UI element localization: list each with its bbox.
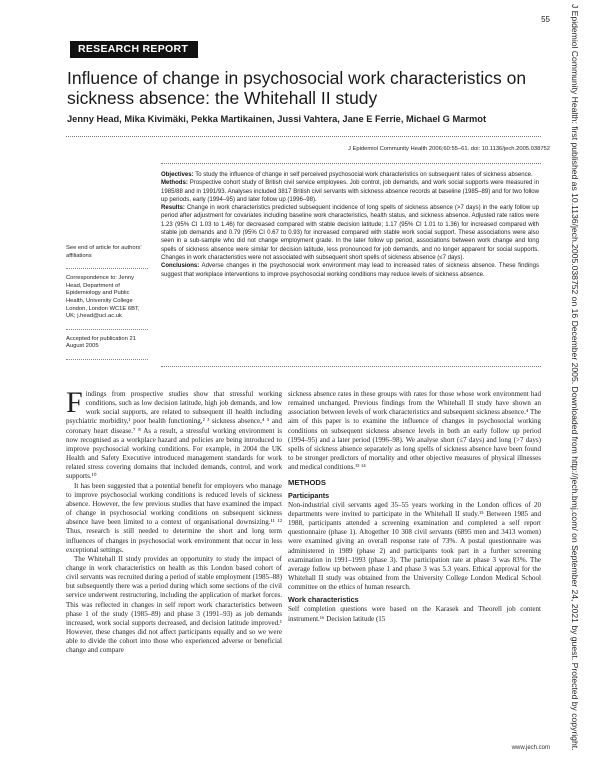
results-text: Change in work characteristics predicted subsequent incidence of long spells of sickness absence (>7 days) in the early follow up period after adjustment for covariates including baseline work characteristics, health status, and sickness absence. Adjusted rate ratios were 1.23 (95% CI 1.03 to 1.46) for decreased compared with stable decision latitude; 1.17 (95% CI 1.01 to 1.36) for increased compared with stable job demands and 0.79 (95% CI 0.67 to 0.93) for increased compared with stable work social support. These associations were also seen in a sub-sample who did not change employment grade. In the later follow up period, associations between work change and long spells of sickness absence were similar for decision latitude, less pronounced for job demands, and no longer apparent for social supports. Changes in work characteristics were not associated with subsequent short spells of sickness absence (≤7 days). [161,205,539,261]
paragraph: Non-industrial civil servants aged 35–55 years working in the London offices of 20 departments were invited to participate in the Whitehall II study.¹⁵ Between 1985 and 1988, participants attended a screening examination and completed a self report questionnaire (phase 1). Altogether 10 308 civil servants (6895 men and 3413 women) were examined giving an overall response rate of 73%. A postal questionnaire was administered in 1989 (phase 2) and participants took part in a further screening examination in 1991–1993 (phase 3). The participation rate at phase 3 was 83%. The average follow up between phase 1 and phase 3 was 5.3 years. Ethical approval for the Whitehall II study was obtained from the University College London Medical School committee on the ethics of human research. [288,500,541,592]
objectives-text: To study the influence of change in self perceived psychosocial work characteristics on subsequent rates of sickness absence. [195,172,533,178]
header-rule [66,136,541,137]
abstract-bottom-rule [161,366,541,367]
abstract-objectives [161,171,539,179]
note-divider [66,359,148,360]
drop-cap: F [66,386,83,419]
results-label: Results: [161,205,185,212]
objectives-label: Objectives: [161,172,194,178]
note-divider [66,329,148,330]
abstract-results [161,204,539,262]
note-divider [66,268,148,269]
paragraph: Self completion questions were based on the Karasek and Theorell job content instrument.¹⁶ Decision latitude (15 [288,605,541,623]
conclusions-text: Adverse changes in the psychosocial work environment may lead to increased rates of sickness absence. These findings suggest that workplace interventions to improve psychosocial working conditions may reduce levels of sickness absence. [161,263,539,278]
article-title: Influence of change in psychosocial work characteristics on sickness absence: the Whitehall II study [67,68,527,108]
side-notes [66,245,148,366]
side-banner: J Epidemiol Community Health: first published as 10.1136/jech.2005.038752 on 16 December 2005. Downloaded from http://jech.bmj.com/ on September 24, 2021 by guest. Protected by copyright. [570,4,580,751]
page-number: 55 [541,15,550,24]
participants-heading: Participants [288,490,330,500]
body-column-left [66,386,282,656]
author-list: Jenny Head, Mika Kivimäki, Pekka Martikainen, Jussi Vahtera, Jane E Ferrie, Michael G Marmot [67,114,487,124]
methods-label: Methods: [161,180,188,187]
methods-text: Prospective cohort study of British civil service employees. Job control, job demands, and work social supports were measured in 1985/88 and in 1991/93. Analyses included 3817 British civil servants with sickness absence records at baseline (1985–89) and for two follow up periods, early (1994–95) and later follow up (1996–98). [161,180,539,203]
correspondence-note: Correspondence to: Jenny Head, Department of Epidemiology and Public Health, University College London, London WC1E 6BT, UK; j.head@ucl.ac.uk [66,275,140,320]
paragraph: The Whitehall II study provides an opportunity to study the impact of change in work characteristics on health as this London based cohort of civil servants was recruited during a period of stable employment (1985–88) but subsequently there was a period during which some sections of the civil service underwent restructuring, including the application of market forces. This was reflected in changes in self report work characteristics between phase 1 of the study (1985–89) and phase 3 (1991–93) as job demands increased, work social supports decreased, and decision latitude improved.¹ However, these changes did not affect participants equally and so we were able to divide the cohort into those who experienced adverse or beneficial change and compare [66,554,282,655]
accepted-note: Accepted for publication 21 August 2005 [66,335,136,350]
abstract-conclusions [161,262,539,279]
citation: J Epidemiol Community Health 2006;60:55–61. doi: 10.1136/jech.2005.038752 [348,146,550,152]
intro-paragraph [66,386,282,482]
footer-url[interactable]: www.jech.com [511,745,550,751]
paragraph: sickness absence rates in these groups with rates for those whose work environment had remained unchanged. Previous findings from the Whitehall II study have shown an association between levels of work characteristics and subsequent sickness absence.⁴ The aim of this paper is to examine the influence of changes in psychosocial working conditions on subsequent sickness absence levels in both an early follow up period (1994–95) and a later period (1996–98). We analyse short (≤7 days) and long (>7 days) spells of sickness absence separately as long spells of sickness absence have been found to be stronger predictors of mortality and other objective measures of physical illnesses and medical conditions.¹³ ¹⁴ [288,390,541,472]
affiliations-note: See end of article for authors’ affiliations [66,245,142,259]
abstract-top-rule [161,163,541,164]
work-characteristics-heading: Work characteristics [288,595,359,605]
methods-heading: METHODS [288,478,326,488]
section-tag: RESEARCH REPORT [70,41,198,58]
abstract-methods [161,179,539,204]
paragraph: It has been suggested that a potential benefit for employers who manage to improve psychosocial working conditions is reduced levels of sickness absence. However, the few previous studies that have examined the impact of change in psychosocial working conditions on subsequent sickness absence have been limited to a context of organisational downsizing.¹¹ ¹² Thus, research is still needed to determine the short and long term influences of changes in psychosocial work environment that occur in less exceptional settings. [66,481,282,554]
abstract [161,171,539,279]
body-column-right [288,390,541,624]
paragraph-text: indings from prospective studies show that stressful working conditions, such as low decision latitude, high job demands, and low work social supports, are related to subsequent ill health including psychiatric morbidity,¹ poor health functioning,² ³ sickness absence,⁴ ⁵ and coronary heart disease.⁷ ⁸ As a result, a stressful working environment is now recognised as a workplace hazard and policies are being introduced to improve psychosocial working conditions. For example, in 2004 the UK Health and Safety Executive introduced management standards for work related stress covering domains that included demands, control, and work supports.¹⁰ [66,390,282,481]
conclusions-label: Conclusions: [161,263,200,270]
